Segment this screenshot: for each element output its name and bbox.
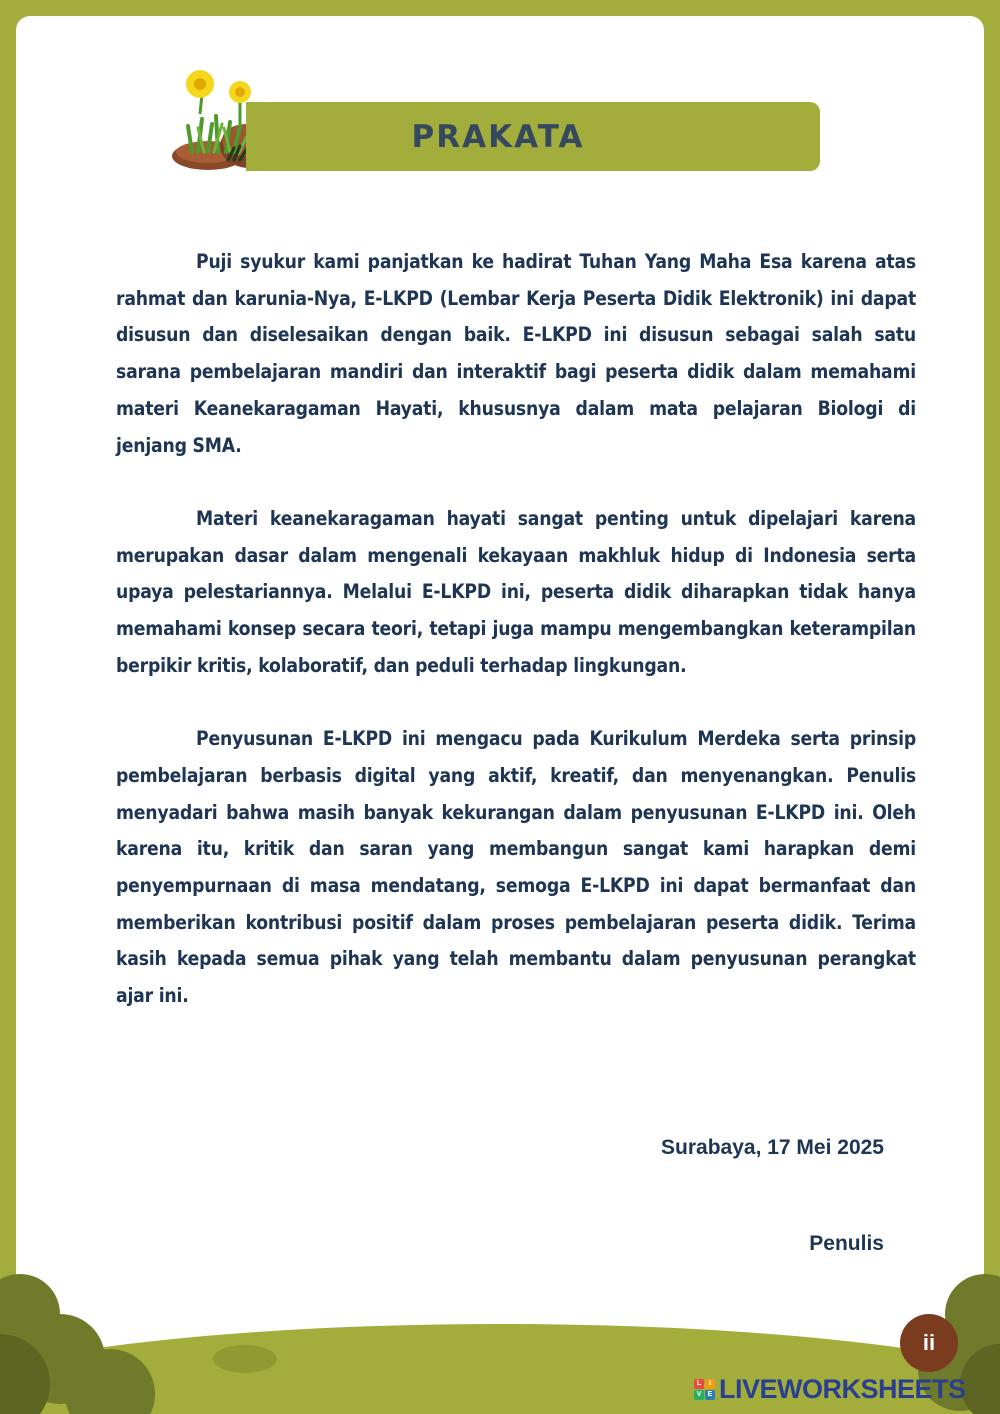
- title-banner: [246, 102, 820, 171]
- document-page: [16, 16, 984, 1414]
- paragraph: Materi keanekaragaman hayati sangat penting untuk dipelajari karena merupakan dasar dalam mengenali kekayaan makhluk hidup di Indonesia serta upaya pelestariannya. Melalui E-LKPD ini, peserta didik diharapkan tidak hanya memahami konsep secara teori, tetapi juga mampu mengembangkan keterampilan berpikir kritis, kolaboratif, dan peduli terhadap lingkungan.: [116, 506, 916, 677]
- paragraph: Puji syukur kami panjatkan ke hadirat Tuhan Yang Maha Esa karena atas rahmat dan karunia-Nya, E-LKPD (Lembar Kerja Peserta Didik Elektronik) ini dapat disusun dan diselesaikan dengan baik. E-LKPD ini disusun sebagai salah satu sarana pembelajaran mandiri dan interaktif bagi peserta didik dalam memahami materi Keanekaragaman Hayati, khususnya dalam mata pelajaran Biologi di jenjang SMA.: [116, 250, 916, 457]
- logo-letter: E: [705, 1390, 715, 1400]
- page-number: ii: [922, 1330, 936, 1355]
- logo-letter: V: [694, 1390, 704, 1400]
- paragraph: Penyusunan E-LKPD ini mengacu pada Kurikulum Merdeka serta prinsip pembelajaran berbasis digital yang aktif, kreatif, dan menyenangkan. Penulis menyadari bahwa masih banyak kekurangan dalam penyusunan E-LKPD ini. Oleh karena itu, kritik dan saran yang membangun sangat kami harapkan demi penyempurnaan di masa mendatang, semoga E-LKPD ini dapat bermanfaat dan memberikan kontribusi positif dalam proses pembelajaran peserta didik. Terima kasih kepada semua pihak yang telah membantu dalam penyusunan perangkat ajar ini.: [116, 727, 916, 1008]
- logo-letter: L: [694, 1379, 704, 1389]
- liveworksheets-logo-icon: [694, 1379, 715, 1400]
- preface-body: [116, 244, 916, 1051]
- logo-letter: I: [705, 1379, 715, 1389]
- page-title: PRAKATA: [411, 118, 585, 155]
- page-number-badge: [900, 1314, 958, 1372]
- signer-label: Penulis: [809, 1232, 884, 1255]
- watermark-text: LIVEWORKSHEETS: [719, 1373, 966, 1404]
- place-and-date: Surabaya, 17 Mei 2025: [661, 1136, 884, 1159]
- liveworksheets-watermark[interactable]: [694, 1374, 966, 1404]
